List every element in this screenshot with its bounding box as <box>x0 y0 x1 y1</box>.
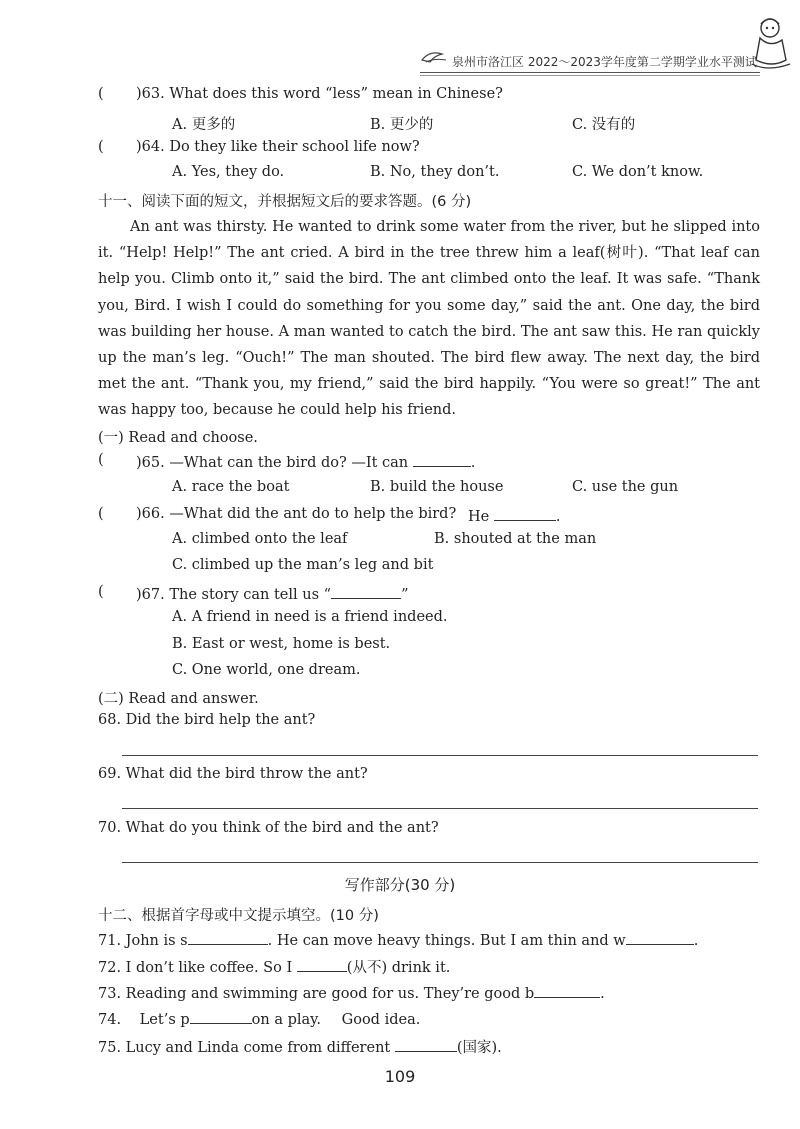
q74-blank[interactable] <box>190 1009 252 1024</box>
section-12-title: 十二、根据首字母或中文提示填空。(10 分) <box>98 908 379 924</box>
q73-line <box>98 983 605 1002</box>
q75-part1: 75. Lucy and Linda come from different <box>98 1040 391 1056</box>
q73-part1: 73. Reading and swimming are good for us. They’re good b <box>98 986 535 1002</box>
q72-part1: 72. I don’t like coffee. So I <box>98 960 293 976</box>
q64-paren: ( <box>98 139 104 155</box>
q65-option-b[interactable]: B. build the house <box>370 479 504 495</box>
q63-option-c[interactable]: C. 没有的 <box>572 117 636 133</box>
q73-blank[interactable] <box>534 983 600 998</box>
q74-number: 74. <box>98 1012 122 1028</box>
q74-part3: on a play. <box>251 1012 322 1028</box>
section-11-title: 十一、阅读下面的短文，并根据短文后的要求答题。(6 分) <box>98 194 472 210</box>
reading-passage <box>98 214 760 424</box>
q67-option-c[interactable]: C. One world, one dream. <box>172 662 361 678</box>
passage-paragraph: An ant was thirsty. He wanted to drink some water from the river, but he slipped into it. “Help! Help!” The ant cried. A bird in the tree threw him a leaf(树叶). “That leaf can help you. Climb onto it,” said the bird. The ant climbed onto the leaf. It was safe. “Thank you, Bird. I wish I could do something for you some day,” said the ant. One day, the bird was building her house. A man wanted to catch the bird. The ant saw this. He ran quickly up the man’s leg. “Ouch!” The man shouted. The bird flew away. The next day, the bird met the ant. “Thank you, my friend,” said the bird happily. “You were so great!” The ant was happy too, because he could help his friend. <box>98 219 760 419</box>
q67-stem-wrap <box>136 584 409 603</box>
part-1-title: (一) Read and choose. <box>98 430 258 446</box>
q65-blank[interactable] <box>413 452 471 467</box>
page-header <box>420 50 757 72</box>
q65-stem: )65. —What can the bird do? —It can <box>136 455 409 471</box>
q73-part2: . <box>600 986 605 1002</box>
part-2-title: (二) Read and answer. <box>98 691 259 707</box>
header-rule <box>420 72 760 73</box>
q69-question: 69. What did the bird throw the ant? <box>98 766 368 782</box>
q63-option-b[interactable]: B. 更少的 <box>370 117 434 133</box>
q65-option-a[interactable]: A. race the boat <box>172 479 290 495</box>
writing-section-title: 写作部分(30 分) <box>344 876 456 894</box>
q66-option-c[interactable]: C. climbed up the man’s leg and bit <box>172 557 434 573</box>
q74-line <box>98 1009 420 1028</box>
q65-end: . <box>470 455 476 471</box>
q67-blank[interactable] <box>331 584 401 599</box>
q71-blank-s[interactable] <box>188 930 268 945</box>
q65-stem-wrap <box>136 452 475 471</box>
q67-end: ” <box>401 587 409 603</box>
q72-part2: (从不) drink it. <box>346 960 451 976</box>
q74-reply: Good idea. <box>341 1012 421 1028</box>
q66-blank[interactable] <box>494 506 556 521</box>
scholar-figure-icon <box>748 14 794 72</box>
header-rule-thin <box>420 75 760 76</box>
q71-part1: 71. John is s <box>98 933 188 949</box>
q67-option-a[interactable]: A. A friend in need is a friend indeed. <box>172 609 448 625</box>
q68-question: 68. Did the bird help the ant? <box>98 712 316 728</box>
q75-line <box>98 1036 502 1057</box>
q66-answer-wrap <box>468 506 560 525</box>
q72-line <box>98 956 450 977</box>
q68-answer-line[interactable] <box>122 755 758 756</box>
q63-paren: ( <box>98 86 104 102</box>
header-title: 泉州市洛江区 2022～2023学年度第二学期学业水平测试 <box>452 55 757 69</box>
q71-part2: . He can move heavy things. But I am thin and w <box>267 933 626 949</box>
q66-he: He <box>468 509 490 525</box>
q65-paren: ( <box>98 452 104 468</box>
q70-question: 70. What do you think of the bird and the ant? <box>98 820 439 836</box>
q63-option-a[interactable]: A. 更多的 <box>172 117 236 133</box>
q67-paren: ( <box>98 584 104 600</box>
q74-part2: Let’s p <box>139 1012 190 1028</box>
q63-stem: )63. What does this word “less” mean in Chinese? <box>136 86 503 102</box>
q67-option-b[interactable]: B. East or west, home is best. <box>172 636 391 652</box>
q75-part2: (国家). <box>456 1040 502 1056</box>
q64-option-c[interactable]: C. We don’t know. <box>572 164 704 180</box>
q66-end: . <box>555 509 561 525</box>
q66-option-a[interactable]: A. climbed onto the leaf <box>172 531 348 547</box>
q72-blank[interactable] <box>297 957 347 972</box>
q66-stem: )66. —What did the ant do to help the bird? <box>136 506 457 522</box>
q64-stem: )64. Do they like their school life now? <box>136 139 420 155</box>
q71-blank-w[interactable] <box>626 930 694 945</box>
q67-stem: )67. The story can tell us “ <box>136 587 332 603</box>
page-number: 109 <box>384 1067 416 1086</box>
q69-answer-line[interactable] <box>122 808 758 809</box>
q64-option-b[interactable]: B. No, they don’t. <box>370 164 500 180</box>
q75-blank[interactable] <box>395 1037 457 1052</box>
q65-option-c[interactable]: C. use the gun <box>572 479 679 495</box>
q70-answer-line[interactable] <box>122 862 758 863</box>
q66-paren: ( <box>98 506 104 522</box>
q71-line <box>98 930 698 949</box>
q66-option-b[interactable]: B. shouted at the man <box>434 531 597 547</box>
q71-part3: . <box>693 933 699 949</box>
q64-option-a[interactable]: A. Yes, they do. <box>172 164 285 180</box>
